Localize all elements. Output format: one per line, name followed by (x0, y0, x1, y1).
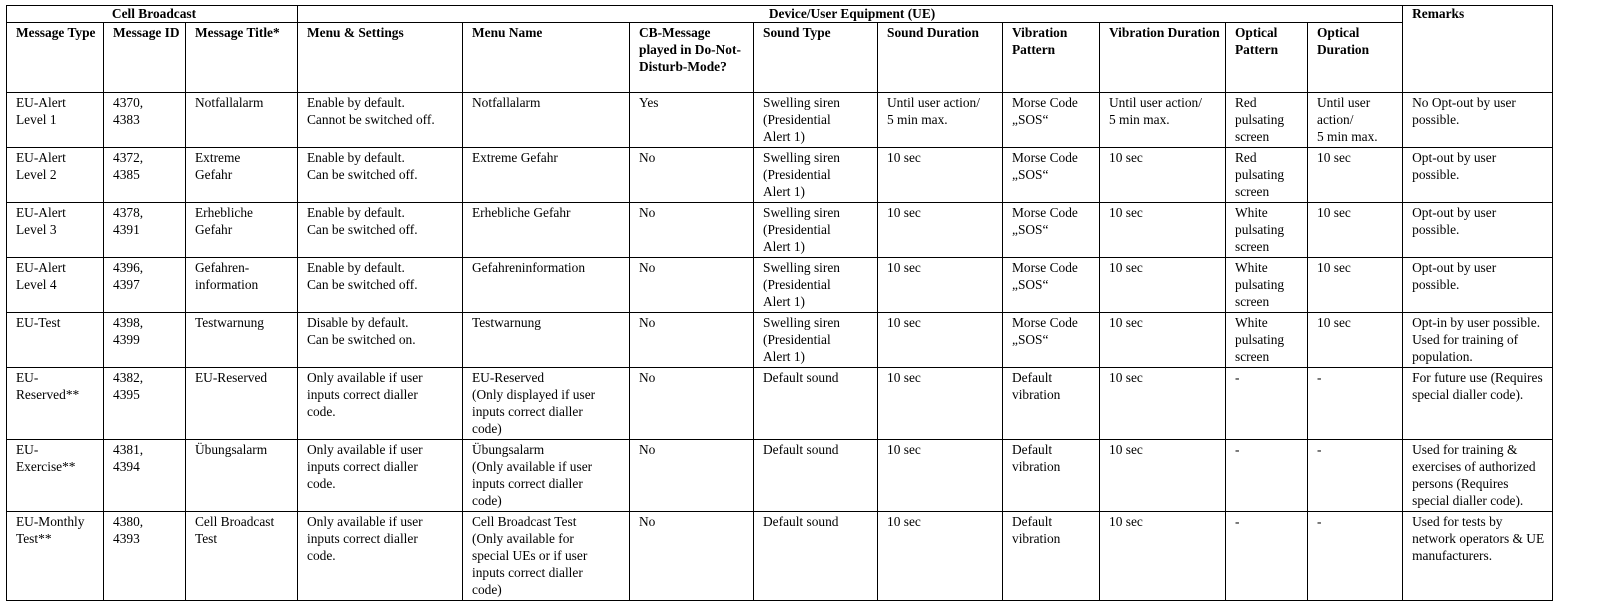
table-cell: Swelling siren (Presidential Alert 1) (754, 313, 878, 368)
table-cell: Opt-out by user possible. (1403, 258, 1553, 313)
table-body (7, 93, 1553, 601)
column-header: Sound Duration (878, 23, 1003, 93)
table-cell: Swelling siren (Presidential Alert 1) (754, 93, 878, 148)
table-cell: 10 sec (1308, 258, 1403, 313)
group-header-row (7, 6, 1553, 23)
table-row (7, 148, 1553, 203)
table-cell: - (1308, 512, 1403, 601)
table-row (7, 258, 1553, 313)
table-cell: Morse Code „SOS“ (1003, 203, 1100, 258)
table-cell: EU-Test (7, 313, 104, 368)
table-cell: Enable by default. Can be switched off. (298, 258, 463, 313)
table-cell: 10 sec (1100, 313, 1226, 368)
table-cell: White pulsating screen (1226, 203, 1308, 258)
table-cell: No (630, 148, 754, 203)
table-cell: 10 sec (1100, 440, 1226, 512)
table-cell: EU-Monthly Test** (7, 512, 104, 601)
table-cell: EU-Reserved (186, 368, 298, 440)
table-cell: 4372, 4385 (104, 148, 186, 203)
table-cell: Disable by default. Can be switched on. (298, 313, 463, 368)
table-cell: Übungsalarm (Only available if user inputs correct dialler code) (463, 440, 630, 512)
column-header: Sound Type (754, 23, 878, 93)
table-cell: - (1226, 440, 1308, 512)
table-row (7, 512, 1553, 601)
table-row (7, 313, 1553, 368)
table-cell: 10 sec (1100, 148, 1226, 203)
table-cell: 10 sec (878, 203, 1003, 258)
table-cell: 10 sec (1100, 368, 1226, 440)
table-cell: For future use (Requires special dialler code). (1403, 368, 1553, 440)
table-cell: Swelling siren (Presidential Alert 1) (754, 203, 878, 258)
table-cell: 10 sec (878, 368, 1003, 440)
table-cell: Opt-in by user possible. Used for training of population. (1403, 313, 1553, 368)
table-cell: No (630, 313, 754, 368)
group-header-device: Device/User Equipment (UE) (298, 6, 1403, 23)
table-cell: Extreme Gefahr (186, 148, 298, 203)
table-cell: - (1308, 440, 1403, 512)
table-cell: 10 sec (878, 148, 1003, 203)
table-cell: Default sound (754, 440, 878, 512)
table-cell: 4382, 4395 (104, 368, 186, 440)
table-cell: Morse Code „SOS“ (1003, 93, 1100, 148)
column-header: Message Title* (186, 23, 298, 93)
column-header-row (7, 23, 1553, 93)
column-header: Vibration Pattern (1003, 23, 1100, 93)
column-header: Menu Name (463, 23, 630, 93)
table-row (7, 203, 1553, 258)
table-cell: Until user action/ 5 min max. (1100, 93, 1226, 148)
table-cell: 4380, 4393 (104, 512, 186, 601)
table-cell: Used for tests by network operators & UE manufacturers. (1403, 512, 1553, 601)
table-cell: Red pulsating screen (1226, 148, 1308, 203)
table-cell: Opt-out by user possible. (1403, 148, 1553, 203)
table-cell: Enable by default. Can be switched off. (298, 148, 463, 203)
table-cell: 10 sec (1100, 203, 1226, 258)
table-cell: Only available if user inputs correct dialler code. (298, 512, 463, 601)
table-cell: Used for training & exercises of authorized persons (Requires special dialler code). (1403, 440, 1553, 512)
table-cell: 10 sec (878, 440, 1003, 512)
group-header-cell-broadcast: Cell Broadcast (7, 6, 298, 23)
table-cell: EU-Alert Level 1 (7, 93, 104, 148)
table-cell: - (1308, 368, 1403, 440)
table-cell: Yes (630, 93, 754, 148)
column-header: Optical Duration (1308, 23, 1403, 93)
table-cell: 4378, 4391 (104, 203, 186, 258)
table-cell: EU-Alert Level 4 (7, 258, 104, 313)
table-cell: 10 sec (1308, 203, 1403, 258)
table-cell: - (1226, 368, 1308, 440)
table-cell: Swelling siren (Presidential Alert 1) (754, 258, 878, 313)
table-cell: Gefahreninformation (463, 258, 630, 313)
table-cell: Notfallalarm (186, 93, 298, 148)
table-cell: Only available if user inputs correct dialler code. (298, 368, 463, 440)
table-row (7, 93, 1553, 148)
table-cell: No (630, 368, 754, 440)
table-cell: Notfallalarm (463, 93, 630, 148)
table-cell: No (630, 440, 754, 512)
table-cell: Swelling siren (Presidential Alert 1) (754, 148, 878, 203)
table-cell: 10 sec (1100, 512, 1226, 601)
table-cell: 10 sec (878, 258, 1003, 313)
table-cell: Default sound (754, 512, 878, 601)
table-cell: EU-Reserved (Only displayed if user inputs correct dialler code) (463, 368, 630, 440)
table-cell: Enable by default. Can be switched off. (298, 203, 463, 258)
table-cell: Übungsalarm (186, 440, 298, 512)
column-header: CB-Message played in Do-Not-Disturb-Mode? (630, 23, 754, 93)
table-cell: Default vibration (1003, 512, 1100, 601)
table-cell: Red pulsating screen (1226, 93, 1308, 148)
table-cell: Extreme Gefahr (463, 148, 630, 203)
table-cell: EU-Alert Level 2 (7, 148, 104, 203)
table-cell: White pulsating screen (1226, 258, 1308, 313)
column-header: Optical Pattern (1226, 23, 1308, 93)
table-row (7, 368, 1553, 440)
table-cell: EU-Alert Level 3 (7, 203, 104, 258)
table-cell: 4398, 4399 (104, 313, 186, 368)
table-cell: Testwarnung (186, 313, 298, 368)
table-cell: Default vibration (1003, 368, 1100, 440)
table-cell: 4396, 4397 (104, 258, 186, 313)
table-cell: 10 sec (1308, 313, 1403, 368)
cell-broadcast-table (6, 5, 1553, 601)
table-cell: No Opt-out by user possible. (1403, 93, 1553, 148)
table-cell: 10 sec (878, 512, 1003, 601)
table-cell: Default sound (754, 368, 878, 440)
table-cell: Default vibration (1003, 440, 1100, 512)
table-cell: Morse Code „SOS“ (1003, 148, 1100, 203)
column-header: Menu & Settings (298, 23, 463, 93)
table-cell: Erhebliche Gefahr (463, 203, 630, 258)
table-cell: Until user action/ 5 min max. (878, 93, 1003, 148)
table-cell: 10 sec (1308, 148, 1403, 203)
table-cell: Testwarnung (463, 313, 630, 368)
table-cell: Erhebliche Gefahr (186, 203, 298, 258)
table-cell: Until user action/ 5 min max. (1308, 93, 1403, 148)
table-cell: - (1226, 512, 1308, 601)
document-page (6, 5, 1553, 601)
table-cell: Morse Code „SOS“ (1003, 258, 1100, 313)
table-cell: EU- Exercise** (7, 440, 104, 512)
table-cell: Opt-out by user possible. (1403, 203, 1553, 258)
table-cell: No (630, 258, 754, 313)
table-row (7, 440, 1553, 512)
column-header: Message Type (7, 23, 104, 93)
table-cell: Gefahren- information (186, 258, 298, 313)
table-cell: Cell Broadcast Test (Only available for special UEs or if user inputs correct dialler code) (463, 512, 630, 601)
table-cell: Enable by default. Cannot be switched off. (298, 93, 463, 148)
table-cell: 4370, 4383 (104, 93, 186, 148)
table-cell: Only available if user inputs correct dialler code. (298, 440, 463, 512)
table-cell: 10 sec (878, 313, 1003, 368)
table-cell: EU- Reserved** (7, 368, 104, 440)
table-cell: 4381, 4394 (104, 440, 186, 512)
group-header-remarks: Remarks (1403, 6, 1553, 93)
table-cell: Cell Broadcast Test (186, 512, 298, 601)
table-cell: No (630, 512, 754, 601)
table-cell: 10 sec (1100, 258, 1226, 313)
table-cell: Morse Code „SOS“ (1003, 313, 1100, 368)
table-cell: White pulsating screen (1226, 313, 1308, 368)
column-header: Message ID (104, 23, 186, 93)
table-cell: No (630, 203, 754, 258)
column-header: Vibration Duration (1100, 23, 1226, 93)
